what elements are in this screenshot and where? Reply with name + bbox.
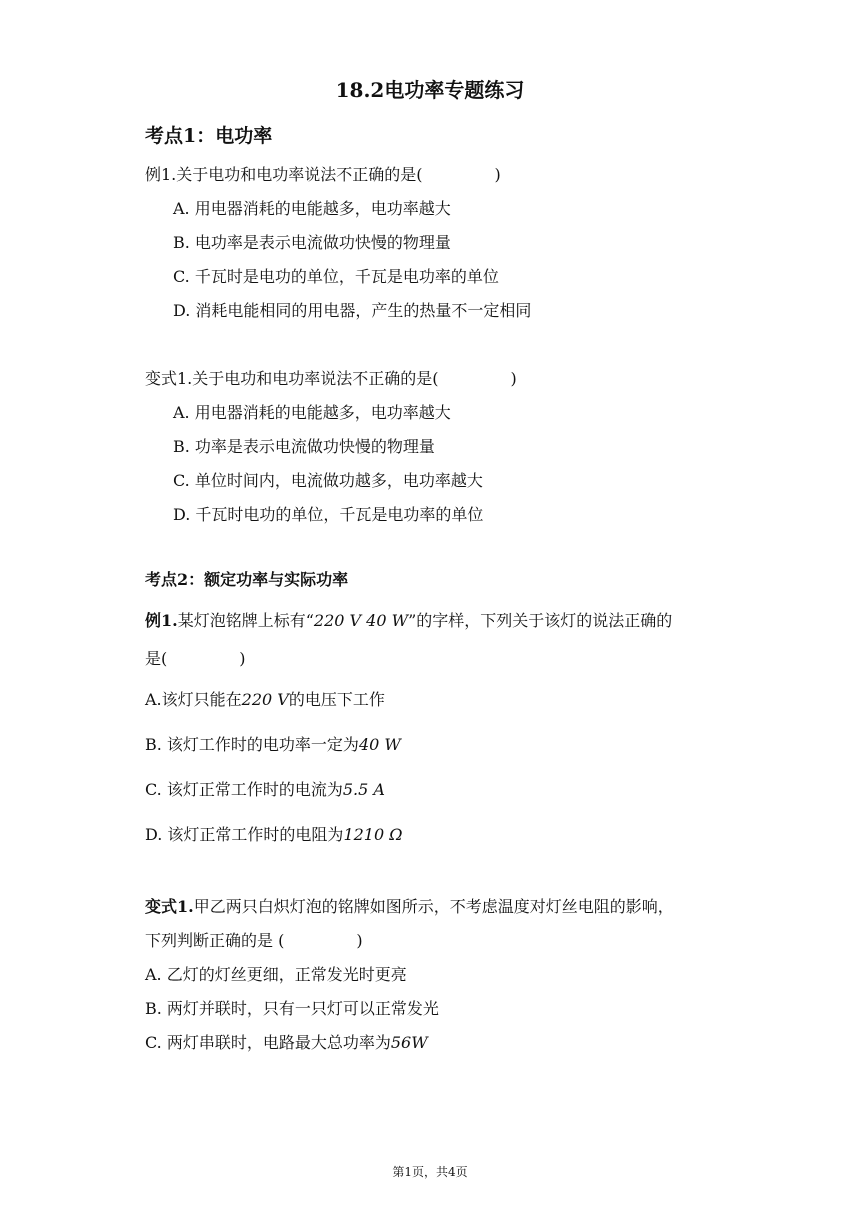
option-b: B. 该灯工作时的电功率一定为40 W — [145, 735, 401, 754]
option-d: D. 该灯正常工作时的电阻为1210 Ω — [145, 825, 403, 844]
option-c: C. 千瓦时是电功的单位，千瓦是电功率的单位 — [173, 267, 499, 286]
option-c: C. 该灯正常工作时的电流为5.5 A — [145, 780, 385, 799]
section-heading-1: 考点1：电功率 — [145, 125, 273, 147]
section-heading-2: 考点2：额定功率与实际功率 — [145, 570, 349, 589]
example-question-stem: 例1.关于电功和电功率说法不正确的是( ) — [145, 165, 501, 184]
option-b: B. 两灯并联时，只有一只灯可以正常发光 — [145, 999, 439, 1018]
variant-question-stem: 变式1.关于电功和电功率说法不正确的是( ) — [145, 369, 517, 388]
option-a: A.该灯只能在220 V的电压下工作 — [145, 690, 385, 709]
option-b: B. 电功率是表示电流做功快慢的物理量 — [173, 233, 451, 252]
option-d: D. 千瓦时电功的单位，千瓦是电功率的单位 — [173, 505, 484, 524]
page-title: 18.2电功率专题练习 — [335, 78, 525, 102]
variant-question-stem: 变式1.甲乙两只白炽灯泡的铭牌如图所示，不考虑温度对灯丝电阻的影响， — [145, 897, 674, 916]
example-question-stem: 例1.某灯泡铭牌上标有“220 V 40 W”的字样，下列关于该灯的说法正确的 — [145, 611, 673, 630]
variant-question-stem-line2: 下列判断正确的是 ( ) — [145, 931, 363, 950]
option-a: A. 乙灯的灯丝更细，正常发光时更亮 — [145, 965, 407, 984]
example-question-stem-line2: 是( ) — [145, 649, 246, 668]
page-footer: 第1页，共4页 — [392, 1165, 468, 1179]
option-c: C. 单位时间内，电流做功越多，电功率越大 — [173, 471, 483, 490]
option-c: C. 两灯串联时，电路最大总功率为56W — [145, 1033, 428, 1052]
option-a: A. 用电器消耗的电能越多，电功率越大 — [173, 403, 451, 422]
option-b: B. 功率是表示电流做功快慢的物理量 — [173, 437, 435, 456]
option-d: D. 消耗电能相同的用电器，产生的热量不一定相同 — [173, 301, 532, 320]
option-a: A. 用电器消耗的电能越多，电功率越大 — [173, 199, 451, 218]
